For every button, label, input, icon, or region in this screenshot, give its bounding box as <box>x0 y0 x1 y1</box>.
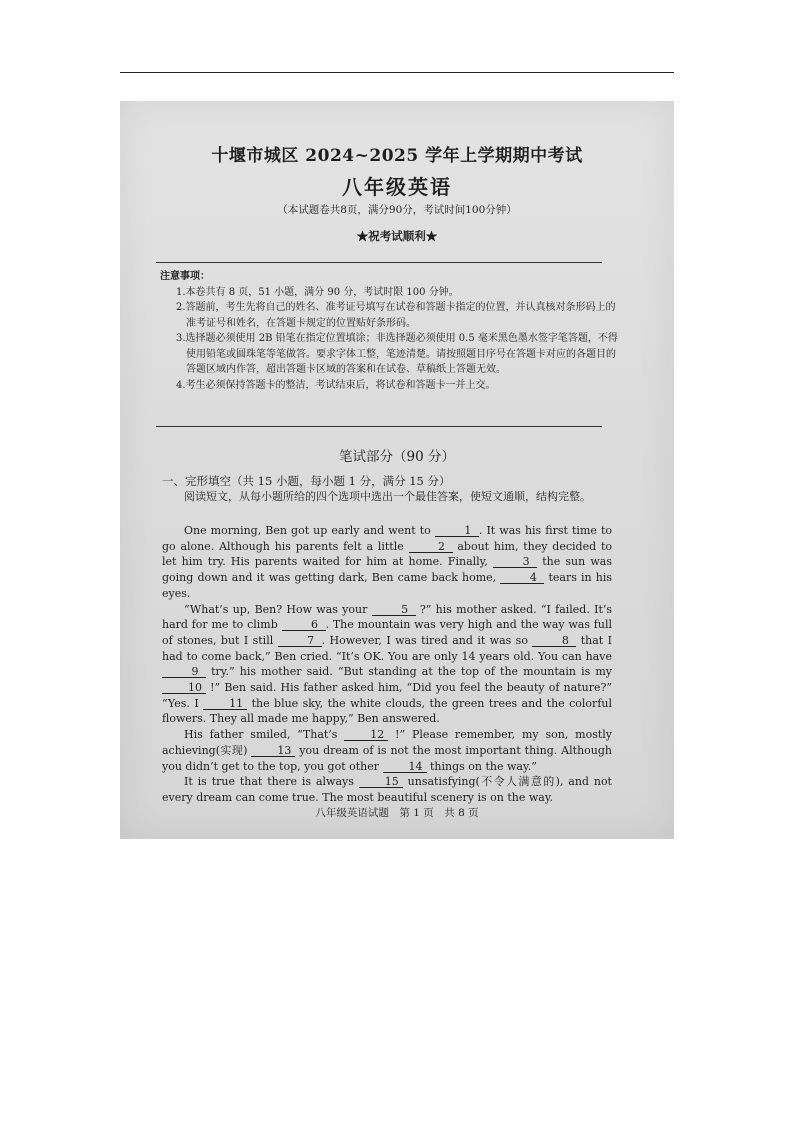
passage-text: tears in his eyes. <box>162 571 612 600</box>
passage-paragraph-1 <box>162 523 612 602</box>
passage-text: It is true that there is always <box>184 775 359 789</box>
passage-text: the sun was going down and it was getting dark, Ben came back home, <box>162 555 613 585</box>
passage-text: !” Ben said. His father asked him, “Did you feel the beauty of nature?” “Yes. I <box>162 681 612 710</box>
blank-8: 8 <box>532 635 576 647</box>
section-heading: 笔试部分（90 分） <box>339 449 455 465</box>
exam-page-photo <box>120 101 674 839</box>
part-heading: 一、完形填空（共 15 小题，每小题 1 分，满分 15 分） <box>162 474 451 488</box>
passage-text: . It was his first time to go alone. Although his parents felt a little <box>162 524 612 553</box>
blank-12: 12 <box>344 729 388 741</box>
notice-item-2: 2.答题前，考生先将自己的姓名、准考证号填写在试卷和答题卡指定的位置，并认真核对条形码上的准考证号和姓名，在答题卡规定的位置贴好条形码。 <box>176 302 616 329</box>
passage-text: unsatisfying(不令人满意的), and not every dream can come true. The most beautiful scenery is on the way. <box>162 775 612 804</box>
subject-title: 八年级英语 <box>342 175 452 199</box>
passage-paragraph-2 <box>162 602 612 728</box>
blank-10: 10 <box>162 682 206 694</box>
passage-paragraph-3 <box>162 727 612 774</box>
notice-item-1: 1.本卷共有 8 页，51 小题，满分 90 分，考试时限 100 分钟。 <box>176 286 459 298</box>
blank-4: 4 <box>500 572 544 584</box>
passage-text: His father smiled, “That’s <box>184 728 345 742</box>
blank-15: 15 <box>359 776 403 788</box>
blank-2: 2 <box>409 541 453 553</box>
blank-7: 7 <box>278 635 322 647</box>
passage-text: about him, they decided to let him try. His parents waited for him at home. Finally, <box>162 539 612 569</box>
passage-text: . The mountain was very high and the way was full of stones, but I still <box>162 618 612 647</box>
notice-heading: 注意事项： <box>160 271 210 282</box>
part-instructions: 阅读短文，从每小题所给的四个选项中选出一个最佳答案，使短文通顺，结构完整。 <box>184 490 591 503</box>
passage-text: ?” his mother asked. “I failed. It’s hard for me to climb <box>162 602 613 632</box>
exam-info: （本试题卷共8页，满分90分，考试时间100分钟） <box>277 204 517 216</box>
passage-text: you dream of is not the most important thing. Although you didn’t get to the top, you got other <box>162 743 612 773</box>
page-footer: 八年级英语试题 第 1 页 共 8 页 <box>315 807 479 819</box>
passage-text: One morning, Ben got up early and went to <box>184 524 435 537</box>
exam-title: 十堰市城区 2024~2025 学年上学期期中考试 <box>211 146 583 166</box>
passage-text: that I had to come back,” Ben cried. “It’s OK. You are only 14 years old. You can have <box>162 633 612 663</box>
passage-paragraph-4 <box>162 774 612 805</box>
passage-text: . However, I was tired and it was so <box>321 633 533 647</box>
good-luck-line: ★祝考试顺利★ <box>356 229 438 243</box>
cloze-passage <box>162 523 612 806</box>
notice-top-rule <box>156 262 602 263</box>
notice-item-3: 3.选择题必须使用 2B 铅笔在指定位置填涂；非选择题必须使用 0.5 毫米黑色墨水签字笔答题，不得使用铅笔或圆珠笔等笔做答。要求字体工整，笔迹清楚。请按照题目序号在答题卡对应的各题目的答题区域内作答，超出答题卡区域的答案和在试卷、草稿纸上答题无效。 <box>176 333 618 375</box>
blank-3: 3 <box>493 556 537 568</box>
blank-11: 11 <box>203 698 247 710</box>
top-divider <box>120 72 674 73</box>
notice-item-4: 4.考生必须保持答题卡的整洁，考试结束后，将试卷和答题卡一并上交。 <box>176 379 496 391</box>
passage-text: try.” his mother said. “But standing at the top of the mountain is my <box>206 665 612 679</box>
passage-text: things on the way.” <box>426 759 537 773</box>
blank-9: 9 <box>162 666 206 678</box>
notice-bottom-rule <box>156 426 602 427</box>
blank-14: 14 <box>383 761 427 773</box>
blank-5: 5 <box>372 604 416 616</box>
blank-13: 13 <box>251 745 295 757</box>
blank-6: 6 <box>282 619 326 631</box>
blank-1: 1 <box>435 525 479 537</box>
passage-text: the blue sky, the white clouds, the green trees and the colorful flowers. They all made me happy,” Ben answered. <box>162 696 612 726</box>
passage-text: !” Please remember, my son, mostly achieving(实现) <box>162 728 612 757</box>
passage-text: “What’s up, Ben? How was your <box>184 602 372 616</box>
notice-box <box>160 269 620 393</box>
